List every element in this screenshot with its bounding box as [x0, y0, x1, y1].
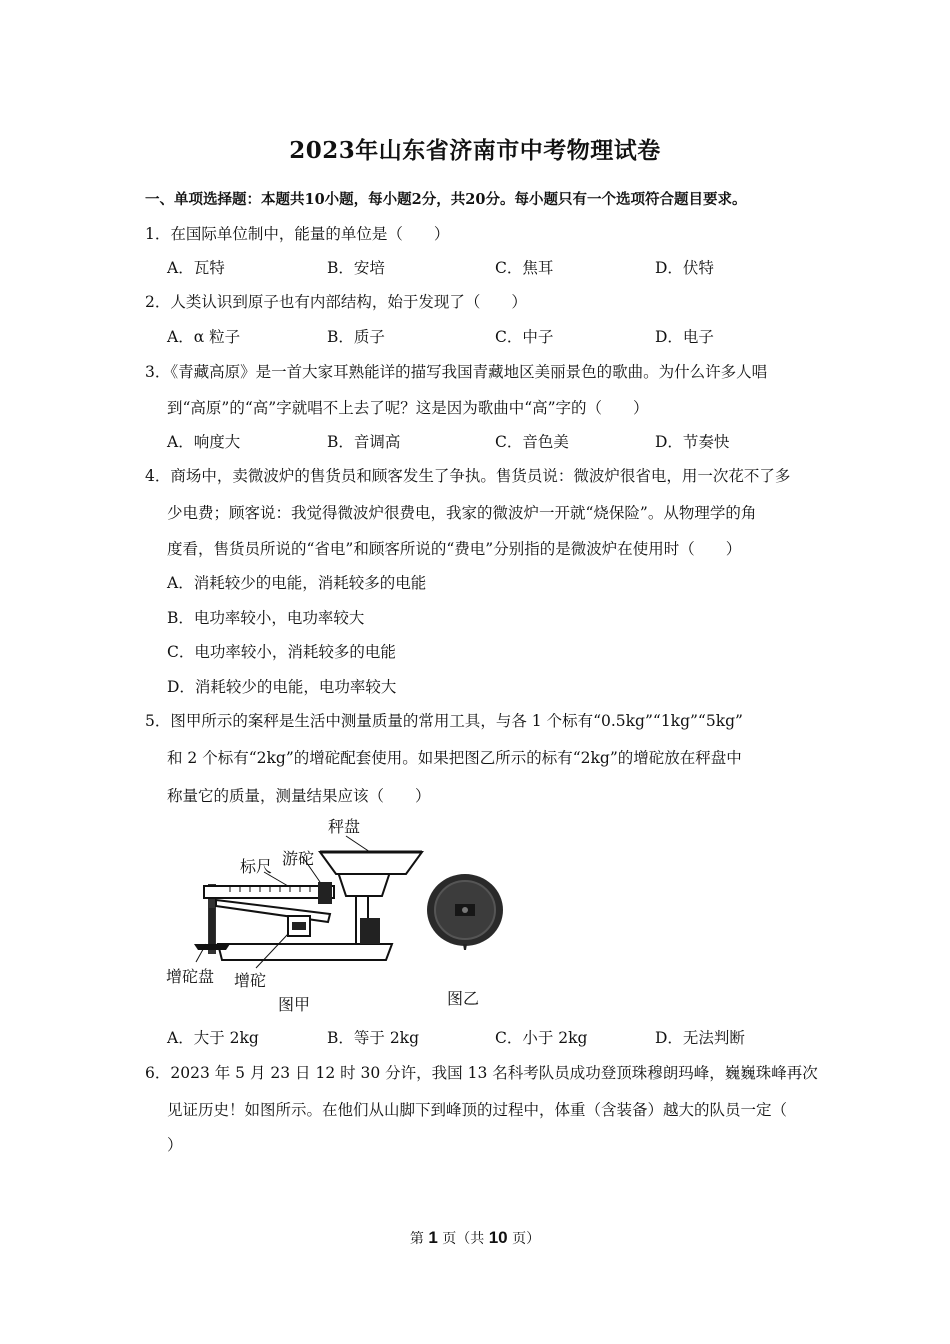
label-fig-b: 图乙	[447, 991, 480, 1008]
q1-option-b: B．安培	[327, 259, 385, 277]
q1-option-a: A．瓦特	[167, 259, 225, 277]
question-6-stem-line-1: 6．2023 年 5 月 23 日 12 时 30 分许，我国 13 名科考队员成功登顶珠穆朗玛峰，巍巍珠峰再次	[145, 1064, 818, 1082]
q5-option-c: C．小于 2kg	[495, 1029, 588, 1047]
question-3-stem-line-1: 3．《青藏高原》是一首大家耳熟能详的描写我国青藏地区美丽景色的歌曲。为什么许多人唱	[145, 363, 768, 381]
label-rider: 游砣	[282, 851, 315, 868]
footer-total-pages: 10	[488, 1228, 508, 1247]
q2-option-b: B．质子	[327, 328, 385, 346]
q3-option-d: D．节奏快	[655, 433, 730, 451]
footer-prefix: 第	[409, 1231, 424, 1247]
q5-option-a: A．大于 2kg	[167, 1029, 259, 1047]
question-1-stem: 1．在国际单位制中，能量的单位是（ ）	[145, 225, 450, 243]
page-title: 2023年山东省济南市中考物理试卷	[289, 137, 661, 164]
slotted-weight-figure	[425, 870, 505, 950]
label-weight-tray: 增砣盘	[166, 969, 215, 986]
q4-option-a: A．消耗较少的电能，消耗较多的电能	[167, 574, 427, 592]
label-pan: 秤盘	[328, 819, 361, 836]
label-scale: 标尺	[240, 859, 273, 876]
q3-option-c: C．音色美	[495, 433, 569, 451]
question-2-stem: 2．人类认识到原子也有内部结构，始于发现了（ ）	[145, 293, 527, 311]
q1-option-d: D．伏特	[655, 259, 714, 277]
q2-option-d: D．电子	[655, 328, 714, 346]
footer-page-number: 1	[428, 1228, 438, 1247]
label-weight: 增砣	[234, 973, 267, 990]
q2-option-c: C．中子	[495, 328, 554, 346]
q1-option-c: C．焦耳	[495, 259, 554, 277]
section-heading: 一、单项选择题：本题共10小题，每小题2分，共20分。每小题只有一个选项符合题目要求。	[145, 191, 747, 208]
q3-option-b: B．音调高	[327, 433, 401, 451]
question-5-stem-line-1: 5．图甲所示的案秤是生活中测量质量的常用工具，与各 1 个标有“0.5kg”“1kg”“5kg”	[145, 712, 743, 730]
q5-option-b: B．等于 2kg	[327, 1029, 419, 1047]
label-fig-a: 图甲	[278, 997, 311, 1014]
question-4-stem-line-3: 度看，售货员所说的“省电”和顾客所说的“费电”分别指的是微波炉在使用时（ ）	[167, 540, 742, 558]
q4-option-b: B．电功率较小，电功率较大	[167, 609, 365, 627]
question-4-stem-line-2: 少电费；顾客说：我觉得微波炉很费电，我家的微波炉一开就“烧保险”。从物理学的角	[167, 504, 757, 522]
q3-option-a: A．响度大	[167, 433, 241, 451]
q4-option-c: C．电功率较小，消耗较多的电能	[167, 643, 396, 661]
question-5-stem-line-2: 和 2 个标有“2kg”的增砣配套使用。如果把图乙所示的标有“2kg”的增砣放在秤盘中	[167, 749, 742, 767]
q2-option-a: A．α 粒子	[167, 328, 241, 346]
page-footer	[0, 1228, 950, 1248]
footer-suffix: 页）	[512, 1231, 541, 1247]
question-6-stem-line-3: ）	[167, 1136, 183, 1154]
question-5-stem-line-3: 称量它的质量，测量结果应该（ ）	[167, 787, 431, 805]
question-4-stem-line-1: 4．商场中，卖微波炉的售货员和顾客发生了争执。售货员说：微波炉很省电，用一次花不了多	[145, 467, 791, 485]
footer-middle: 页（共	[442, 1231, 485, 1247]
question-3-stem-line-2: 到“高原”的“高”字就唱不上去了呢？这是因为歌曲中“高”字的（ ）	[167, 399, 649, 417]
q5-option-d: D．无法判断	[655, 1029, 745, 1047]
q4-option-d: D．消耗较少的电能，电功率较大	[167, 678, 397, 696]
question-6-stem-line-2: 见证历史！如图所示。在他们从山脚下到峰顶的过程中，体重（含装备）越大的队员一定（	[167, 1101, 788, 1119]
